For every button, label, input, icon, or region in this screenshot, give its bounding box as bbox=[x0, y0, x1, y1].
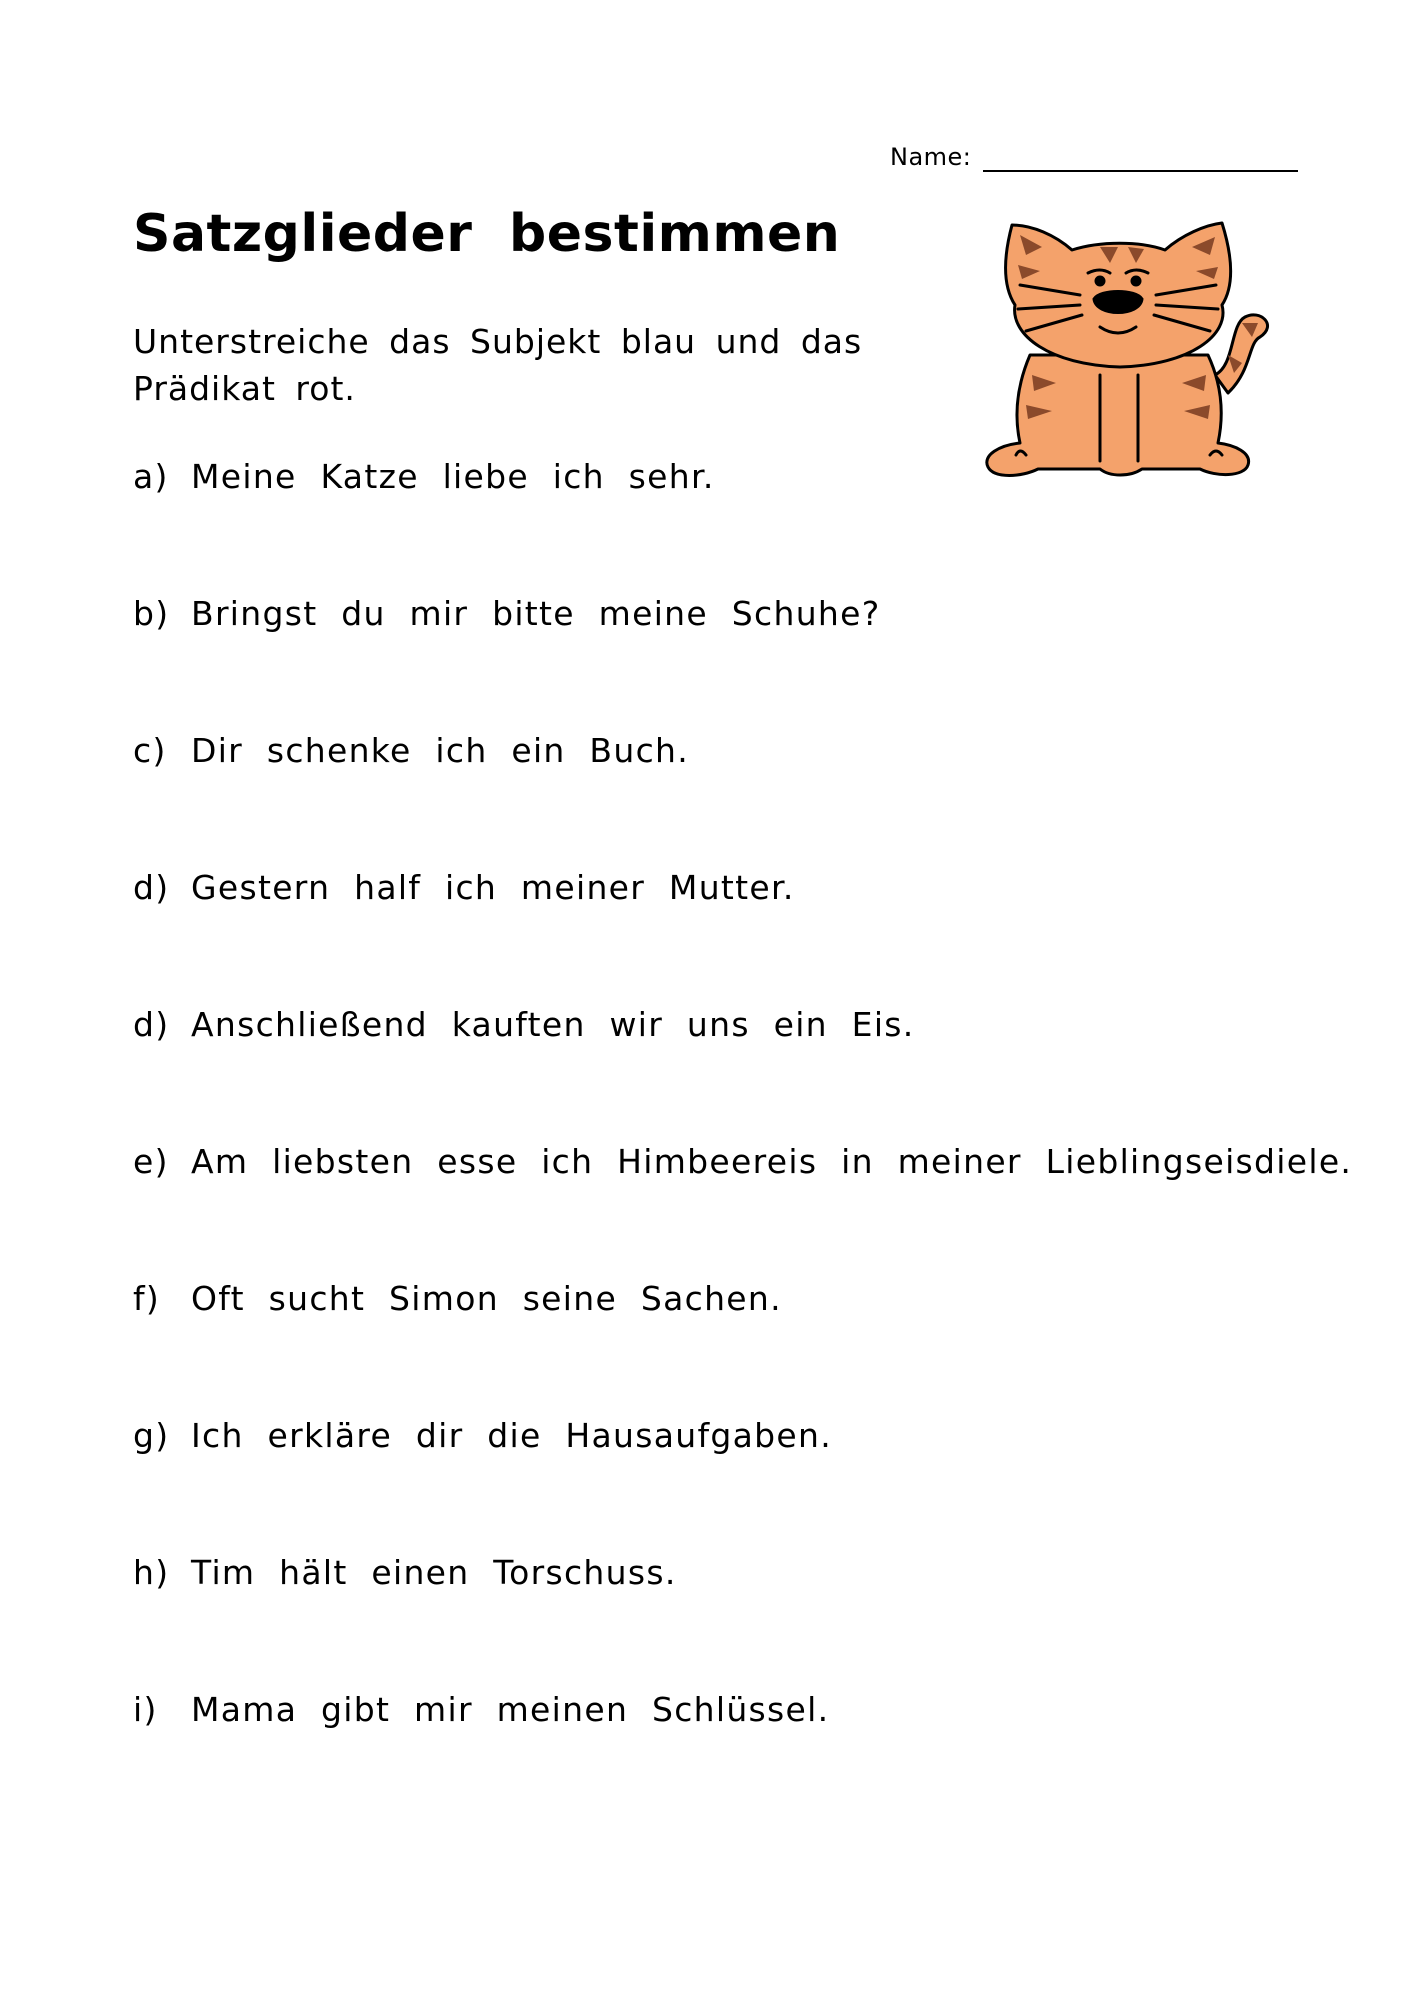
exercise-sentence: Bringst du mir bitte meine Schuhe? bbox=[191, 594, 881, 633]
exercise-item bbox=[133, 863, 795, 913]
exercise-item bbox=[133, 1274, 782, 1324]
exercise-sentence: Anschließend kauften wir uns ein Eis. bbox=[191, 1005, 915, 1044]
exercise-letter: i) bbox=[133, 1690, 158, 1729]
exercise-letter: a) bbox=[133, 457, 169, 496]
name-blank-line bbox=[983, 144, 1298, 172]
exercise-item bbox=[133, 589, 881, 639]
name-field bbox=[890, 132, 1290, 172]
cat-icon bbox=[960, 205, 1275, 485]
cat-body bbox=[987, 223, 1268, 476]
exercise-sentence: Tim hält einen Torschuss. bbox=[191, 1553, 677, 1592]
exercise-sentence: Am liebsten esse ich Himbeereis in meiner Lieblingseisdiele. bbox=[191, 1142, 1353, 1181]
exercise-letter: g) bbox=[133, 1416, 170, 1455]
exercise-letter: f) bbox=[133, 1279, 161, 1318]
exercise-sentence: Meine Katze liebe ich sehr. bbox=[191, 457, 715, 496]
exercise-sentence: Ich erkläre dir die Hausaufgaben. bbox=[191, 1416, 832, 1455]
exercise-sentence: Mama gibt mir meinen Schlüssel. bbox=[191, 1690, 830, 1729]
exercise-item bbox=[133, 726, 689, 776]
instruction-text: Unterstreiche das Subjekt blau und das Prädikat rot. bbox=[133, 322, 863, 408]
exercise-item bbox=[133, 452, 715, 502]
exercise-letter: h) bbox=[133, 1553, 170, 1592]
exercise-item bbox=[133, 1000, 915, 1050]
exercise-item bbox=[133, 1548, 677, 1598]
exercise-letter: c) bbox=[133, 731, 167, 770]
exercise-letter: d) bbox=[133, 1005, 170, 1044]
exercise-sentence: Dir schenke ich ein Buch. bbox=[191, 731, 690, 770]
exercise-letter: b) bbox=[133, 594, 170, 633]
exercise-sentence: Gestern half ich meiner Mutter. bbox=[191, 868, 795, 907]
exercise-item bbox=[133, 1411, 832, 1461]
name-label: Name: bbox=[890, 143, 972, 171]
exercise-sentence: Oft sucht Simon seine Sachen. bbox=[191, 1279, 782, 1318]
exercise-letter: d) bbox=[133, 868, 170, 907]
exercise-item bbox=[133, 1137, 1352, 1187]
exercise-item bbox=[133, 1685, 829, 1735]
page-title: Satzglieder bestimmen bbox=[133, 204, 841, 264]
exercise-letter: e) bbox=[133, 1142, 169, 1181]
